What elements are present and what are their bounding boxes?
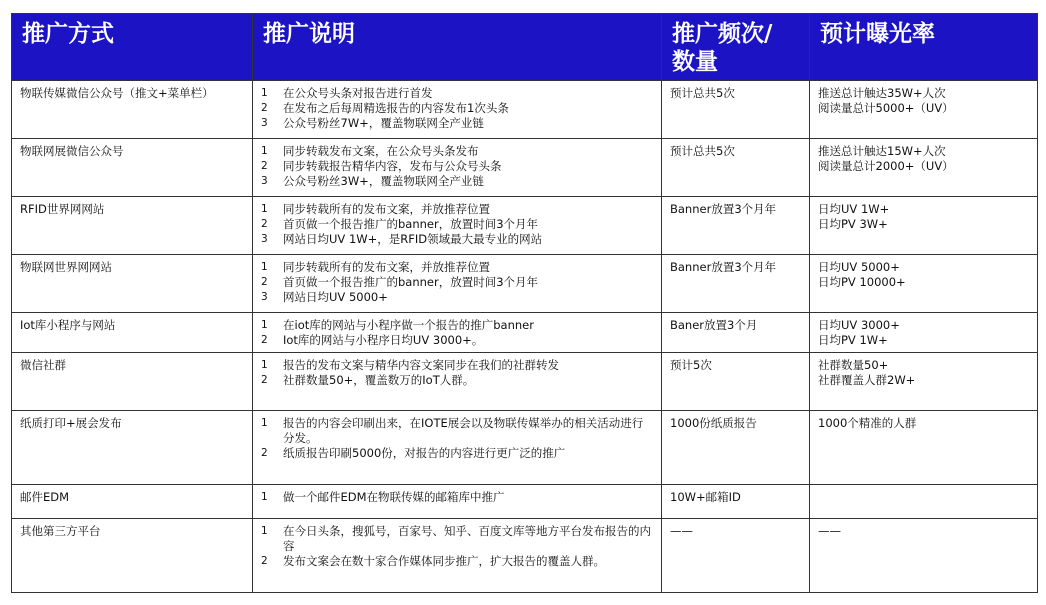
list-item-text: 在iot库的网站与小程序做一个报告的推广banner [283,318,534,332]
cell-frequency: 预计5次 [662,353,810,411]
cell-method: 微信社群 [12,353,253,411]
cell-exposure [810,411,1038,485]
table-row [12,255,1038,313]
cell-exposure [810,313,1038,353]
list-item [261,318,653,333]
cell-exposure [810,255,1038,313]
description-list [261,524,653,569]
list-item-number: 2 [261,218,268,230]
list-item-text: 做一个邮件EDM在物联传媒的邮箱库中推广 [283,490,505,504]
list-item [261,333,653,348]
exposure-line: 日均PV 10000+ [818,275,906,289]
exposure-line: 社群覆盖人群2W+ [818,373,916,387]
header-frequency-label: 推广频次/ 数量 [672,21,773,75]
list-item-number: 1 [261,319,268,331]
list-item-number: 2 [261,374,268,386]
header-frequency [662,14,810,81]
table-row [12,411,1038,485]
list-item-number: 2 [261,102,268,114]
description-list [261,318,653,348]
list-item [261,490,653,505]
cell-frequency: 预计总共5次 [662,81,810,139]
list-item-number: 1 [261,525,268,537]
list-item-text: 报告的发布文案与精华内容文案同步在我们的社群转发 [283,358,559,372]
cell-method: 纸质打印+展会发布 [12,411,253,485]
exposure-line: 推送总计触达35W+人次 [818,86,946,100]
list-item [261,524,653,554]
list-item-number: 3 [261,291,268,303]
cell-description [253,197,662,255]
promotion-table-wrapper [11,13,1037,593]
description-list [261,86,653,131]
cell-method: Iot库小程序与网站 [12,313,253,353]
cell-frequency: 预计总共5次 [662,139,810,197]
table-row [12,519,1038,593]
cell-description [253,353,662,411]
list-item [261,202,653,217]
list-item-text: 同步转载所有的发布文案，并放推荐位置 [283,260,490,274]
list-item [261,159,653,174]
cell-exposure [810,139,1038,197]
exposure-line: 推送总计触达15W+人次 [818,144,946,158]
cell-description [253,255,662,313]
exposure-line: 社群数量50+ [818,358,889,372]
table-row [12,485,1038,519]
list-item-text: 首页做一个报告推广的banner，放置时间3个月年 [283,275,539,289]
cell-description [253,411,662,485]
list-item-number: 2 [261,334,268,346]
list-item [261,86,653,101]
table-row [12,81,1038,139]
exposure-line: 日均PV 3W+ [818,217,888,231]
list-item-text: Iot库的网站与小程序日均UV 3000+。 [283,333,484,347]
table-row [12,139,1038,197]
list-item [261,217,653,232]
list-item-text: 在今日头条，搜狐号，百家号、知乎、百度文库等地方平台发布报告的内容 [283,524,651,553]
list-item-text: 报告的内容会印刷出来，在IOTE展会以及物联传媒举办的相关活动进行分发。 [283,416,644,445]
cell-description [253,81,662,139]
list-item-number: 2 [261,555,268,567]
description-list [261,358,653,388]
list-item-number: 1 [261,261,268,273]
list-item-text: 在发布之后每周精选报告的内容发布1次头条 [283,101,509,115]
list-item-text: 社群数量50+，覆盖数万的IoT人群。 [283,373,475,387]
cell-method: 物联传媒微信公众号（推文+菜单栏） [12,81,253,139]
list-item-number: 1 [261,203,268,215]
list-item-text: 公众号粉丝3W+，覆盖物联网全产业链 [283,174,484,188]
list-item-text: 同步转载所有的发布文案，并放推荐位置 [283,202,490,216]
list-item [261,416,653,446]
list-item-text: 网站日均UV 1W+，是RFID领域最大最专业的网站 [283,232,543,246]
exposure-line: 1000个精准的人群 [818,416,917,430]
list-item [261,101,653,116]
cell-description [253,485,662,519]
cell-frequency: 1000份纸质报告 [662,411,810,485]
cell-exposure [810,485,1038,519]
list-item [261,358,653,373]
list-item-number: 1 [261,359,268,371]
cell-exposure [810,197,1038,255]
list-item-number: 1 [261,87,268,99]
list-item-text: 同步转载报告精华内容，发布与公众号头条 [283,159,502,173]
cell-frequency: —— [662,519,810,593]
table-row [12,197,1038,255]
list-item-number: 2 [261,276,268,288]
header-description: 推广说明 [253,14,662,81]
list-item-number: 2 [261,447,268,459]
list-item [261,174,653,189]
cell-method: 物联网世界网网站 [12,255,253,313]
table-row [12,313,1038,353]
exposure-line: 日均UV 3000+ [818,318,900,332]
list-item-number: 1 [261,145,268,157]
description-list [261,260,653,305]
description-list [261,202,653,247]
list-item-number: 3 [261,233,268,245]
cell-method: 物联网展微信公众号 [12,139,253,197]
description-list [261,490,653,505]
list-item-text: 公众号粉丝7W+，覆盖物联网全产业链 [283,116,484,130]
list-item [261,446,653,461]
cell-frequency: Baner放置3个月 [662,313,810,353]
list-item-number: 3 [261,175,268,187]
table-row [12,353,1038,411]
exposure-line: 阅读量总计2000+（UV） [818,159,954,173]
cell-description [253,139,662,197]
header-row [12,14,1038,81]
description-list [261,144,653,189]
list-item-text: 首页做一个报告推广的banner，放置时间3个月年 [283,217,539,231]
list-item-text: 纸质报告印刷5000份，对报告的内容进行更广泛的推广 [283,446,566,460]
list-item-number: 1 [261,417,268,429]
list-item-text: 在公众号头条对报告进行首发 [283,86,433,100]
cell-method: RFID世界网网站 [12,197,253,255]
exposure-line: —— [818,524,841,538]
exposure-line: 日均UV 5000+ [818,260,900,274]
description-list [261,416,653,461]
cell-description [253,519,662,593]
list-item [261,144,653,159]
list-item-number: 1 [261,491,268,503]
list-item-text: 发布文案会在数十家合作媒体同步推广，扩大报告的覆盖人群。 [283,554,605,568]
list-item [261,290,653,305]
cell-frequency: Banner放置3个月年 [662,255,810,313]
cell-frequency: Banner放置3个月年 [662,197,810,255]
table-body [12,81,1038,593]
cell-exposure [810,81,1038,139]
exposure-line: 日均PV 1W+ [818,333,888,347]
header-exposure: 预计曝光率 [810,14,1038,81]
header-method: 推广方式 [12,14,253,81]
list-item [261,275,653,290]
cell-exposure [810,519,1038,593]
promotion-table [11,13,1038,593]
list-item [261,116,653,131]
list-item-number: 2 [261,160,268,172]
list-item-text: 同步转载发布文案，在公众号头条发布 [283,144,479,158]
list-item [261,554,653,569]
cell-method: 其他第三方平台 [12,519,253,593]
exposure-line: 日均UV 1W+ [818,202,890,216]
exposure-line: 阅读量总计5000+（UV） [818,101,954,115]
cell-method: 邮件EDM [12,485,253,519]
list-item [261,260,653,275]
list-item-number: 3 [261,117,268,129]
cell-exposure [810,353,1038,411]
list-item [261,373,653,388]
cell-description [253,313,662,353]
list-item [261,232,653,247]
list-item-text: 网站日均UV 5000+ [283,290,388,304]
cell-frequency: 10W+邮箱ID [662,485,810,519]
